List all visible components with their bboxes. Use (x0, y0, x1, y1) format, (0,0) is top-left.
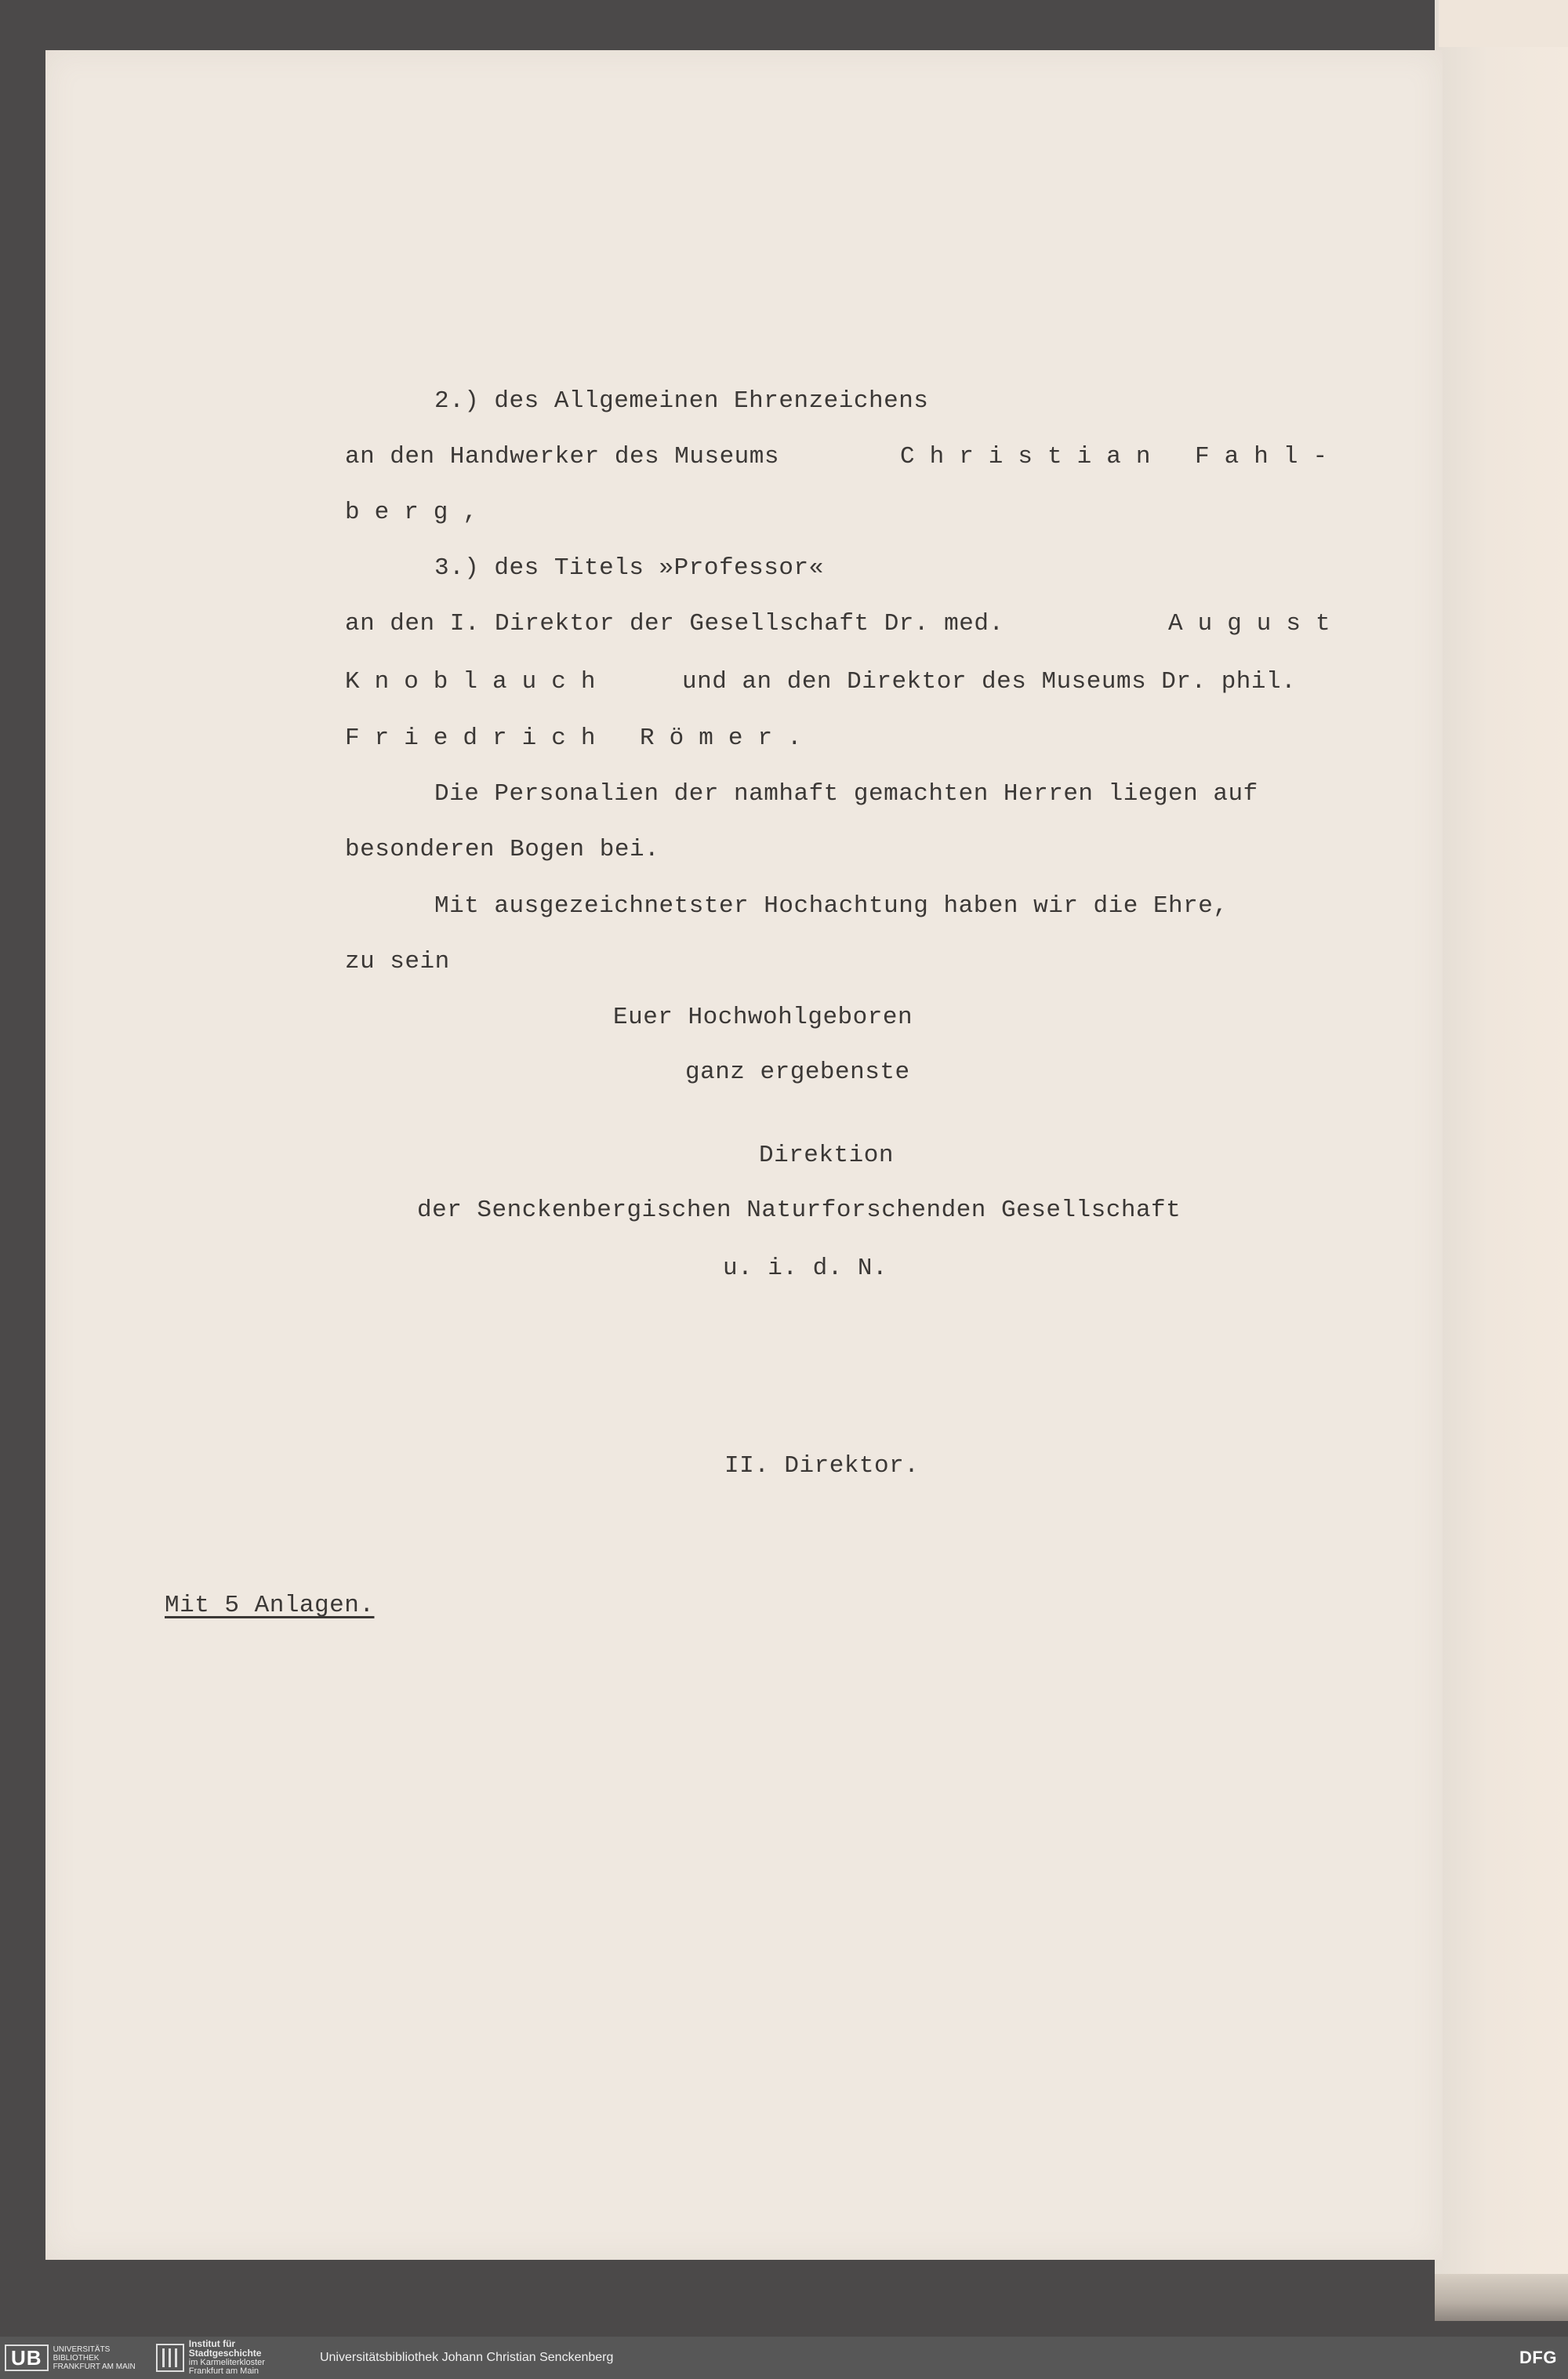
enclosure-note: Mit 5 Anlagen. (165, 1592, 375, 1619)
ub-logo-mark: UB (5, 2344, 49, 2371)
letter-page (45, 50, 1443, 2260)
letter-line: 3.) des Titels »Professor« (434, 554, 824, 582)
letter-line: Die Personalien der namhaft gemachten Herren liegen auf (434, 780, 1258, 808)
letter-line-spaced-name: Friedrich Römer. (345, 725, 817, 752)
letter-line-spaced-name: Christian Fahl- (900, 443, 1343, 470)
letter-line: besonderen Bogen bei. (345, 836, 660, 863)
letter-line-spaced-name: August (1168, 610, 1345, 637)
closing-society: der Senckenbergischen Naturforschenden Gesellschaft (417, 1197, 1181, 1224)
dfg-logo[interactable]: DFG (1519, 2348, 1557, 2367)
viewer-footer-bar (0, 2337, 1568, 2379)
library-name: Universitätsbibliothek Johann Christian Senckenberg (319, 2351, 614, 2364)
letter-line: zu sein (345, 948, 450, 975)
letter-line: an den I. Direktor der Gesellschaft Dr. med. (345, 610, 1004, 637)
letter-line: an den Handwerker des Museums (345, 443, 779, 470)
page-stack-edge (1435, 2274, 1568, 2321)
closing-direktion: Direktion (759, 1142, 894, 1169)
letter-line: 2.) des Allgemeinen Ehrenzeichens (434, 387, 929, 415)
institut-logo-text: Institut für Stadtgeschichte im Karmeliterkloster Frankfurt am Main (188, 2338, 265, 2376)
closing-salutation: Euer Hochwohlgeboren (613, 1004, 913, 1031)
closing-uidn: u. i. d. N. (723, 1255, 888, 1282)
institut-stadtgeschichte-logo[interactable] (156, 2340, 265, 2376)
signatory-title: II. Direktor. (724, 1452, 920, 1480)
adjacent-page-edge-top (1439, 0, 1568, 47)
adjacent-page-edge (1435, 0, 1568, 2321)
closing-ergebenste: ganz ergebenste (685, 1059, 910, 1086)
letter-line-spaced-name: berg, (345, 499, 493, 526)
letter-line: Mit ausgezeichnetster Hochachtung haben wir die Ehre, (434, 892, 1229, 920)
letter-line-spaced-name: Knoblauch (345, 668, 611, 696)
institut-logo-icon (156, 2344, 184, 2372)
ub-logo[interactable] (5, 2342, 136, 2374)
letter-body (45, 50, 1443, 2260)
letter-line: und an den Direktor des Museums Dr. phil. (682, 668, 1297, 696)
ub-logo-text: UNIVERSITÄTS BIBLIOTHEK FRANKFURT AM MAIN (53, 2344, 136, 2371)
